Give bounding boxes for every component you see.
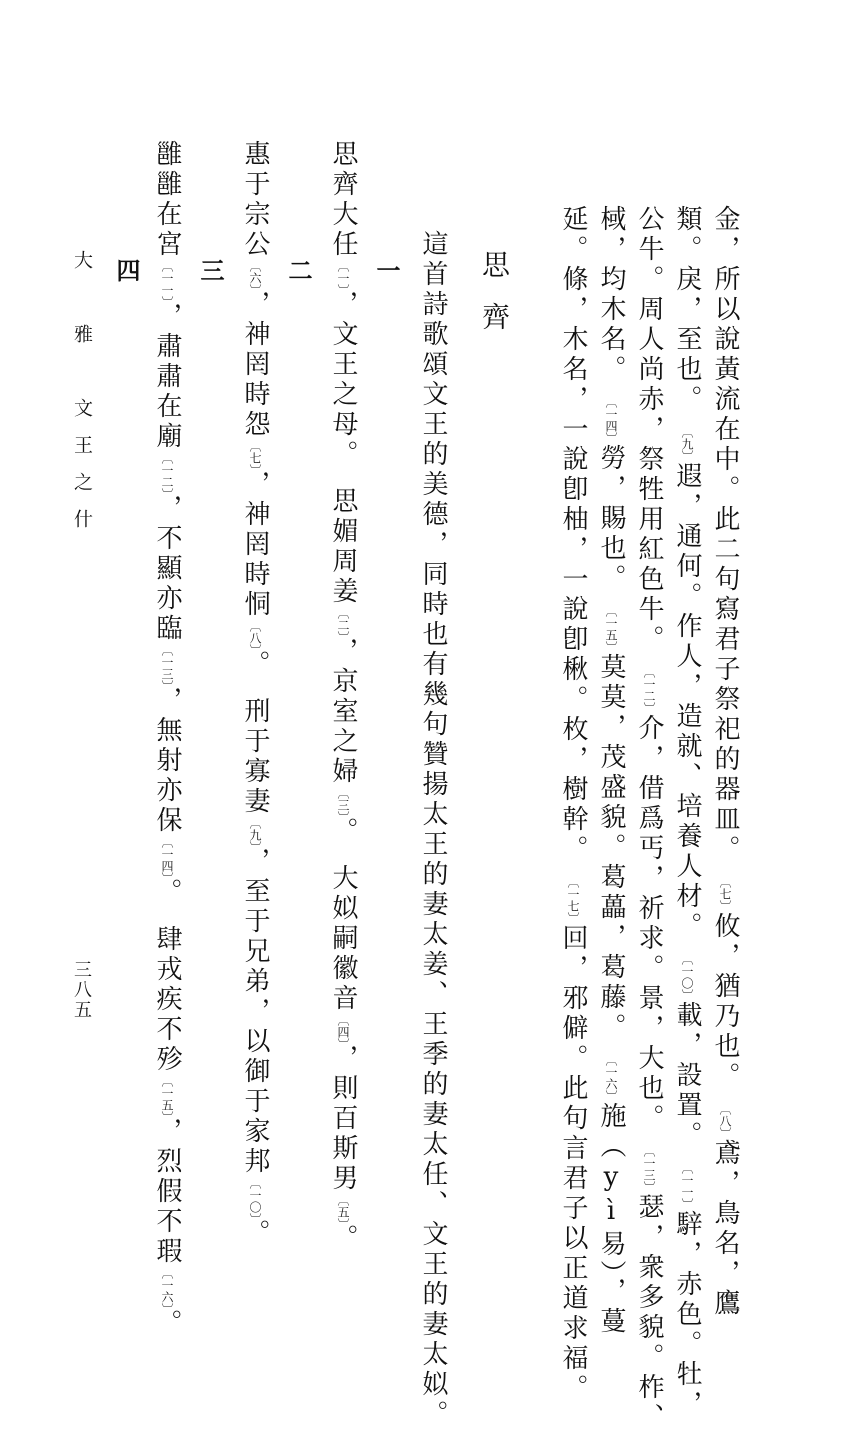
note-line-1: 金，所以說黃流在中。此二句寫君子祭祀的器皿。 〔七〕攸，猶乃也。 〔八〕鳶，鳥名，鷹 — [710, 205, 740, 1319]
note-marker: 〔八〕 — [718, 1109, 732, 1139]
note-marker: 〔八〕 — [248, 620, 262, 650]
note-marker: 〔九〕 — [680, 432, 694, 462]
note-marker: 〔一一〕 — [680, 1168, 694, 1210]
note-marker: 〔一五〕 — [604, 611, 618, 653]
note-line-4: 棫，均木名。 〔一四〕勞，賜也。 〔一五〕莫莫，茂盛貌。葛藟，葛藤。 〔一六〕施（yì易），蔓 — [596, 205, 626, 1337]
note-marker: 〔一二〕 — [642, 672, 656, 714]
note-marker: 〔一四〕 — [160, 836, 174, 878]
note-marker: 〔九〕 — [248, 817, 262, 847]
note-marker: 〔五〕 — [336, 1194, 350, 1224]
note-marker: 〔一一〕 — [160, 260, 174, 302]
stanza-2: 惠于宗公〔六〕，神罔時怨〔七〕，神罔時恫〔八〕。 刑于寡妻〔九〕，至于兄弟，以御于家邦〔一〇〕。 — [240, 140, 270, 1249]
section-number-2: 二 — [284, 258, 313, 286]
note-marker: 〔一六〕 — [160, 1267, 174, 1309]
note-marker: 〔一〇〕 — [248, 1177, 262, 1219]
section-number-3: 三 — [196, 258, 225, 286]
note-marker: 〔一〕 — [336, 260, 350, 290]
note-marker: 〔一五〕 — [160, 1075, 174, 1117]
note-marker: 〔一〇〕 — [680, 959, 694, 1001]
note-marker: 〔三〕 — [336, 787, 350, 817]
note-marker: 〔七〕 — [248, 440, 262, 470]
stanza-1: 思齊大任〔一〕，文王之母。 思媚周姜〔二〕，京室之婦〔三〕。 大姒嗣徽音〔四〕，則百斯男〔五〕。 — [328, 140, 358, 1254]
running-head: 大 雅 文王之什 — [71, 250, 93, 546]
note-marker: 〔一三〕 — [160, 644, 174, 686]
stanza-3: 雝雝在宮〔一一〕，肅肅在廟〔一二〕，不顯亦臨〔一三〕，無射亦保〔一四〕。 肆戎疾不殄〔一五〕，烈假不瑕〔一六〕。 — [152, 140, 182, 1339]
section-number-4: 四 — [112, 258, 141, 286]
note-line-5: 延。條，木名，一說卽柚，一說卽楸。枚，樹幹。 〔一七〕回，邪僻。此句言君子以正道求福。 — [558, 205, 588, 1404]
note-marker: 〔一六〕 — [604, 1060, 618, 1102]
poem-intro: 這首詩歌頌文王的美德，同時也有幾句贊揚太王的妻太姜、王季的妻太任、文王的妻太姒。 — [418, 230, 448, 1430]
note-marker: 〔二〕 — [336, 607, 350, 637]
note-marker: 〔四〕 — [336, 1014, 350, 1044]
note-line-3: 公牛。周人尚赤，祭牲用紅色牛。 〔一二〕介，借爲丐，祈求。景，大也。 〔一三〕瑟，衆多貌。柞、 — [634, 205, 664, 1433]
section-number-1: 一 — [372, 258, 401, 286]
note-marker: 〔一三〕 — [642, 1151, 656, 1193]
note-marker: 〔一四〕 — [604, 402, 618, 444]
note-marker: 〔六〕 — [248, 260, 262, 290]
poem-title: 思齊 — [478, 250, 511, 354]
note-marker: 〔七〕 — [718, 882, 732, 912]
note-line-2: 類。戾，至也。 〔九〕遐，通何。作人，造就、培養人材。 〔一〇〕載，設置。 〔一一〕騂，赤色。牡， — [672, 205, 702, 1420]
note-marker: 〔一二〕 — [160, 452, 174, 494]
page-number: 三八五 — [71, 960, 92, 1020]
note-marker: 〔一七〕 — [566, 882, 580, 924]
